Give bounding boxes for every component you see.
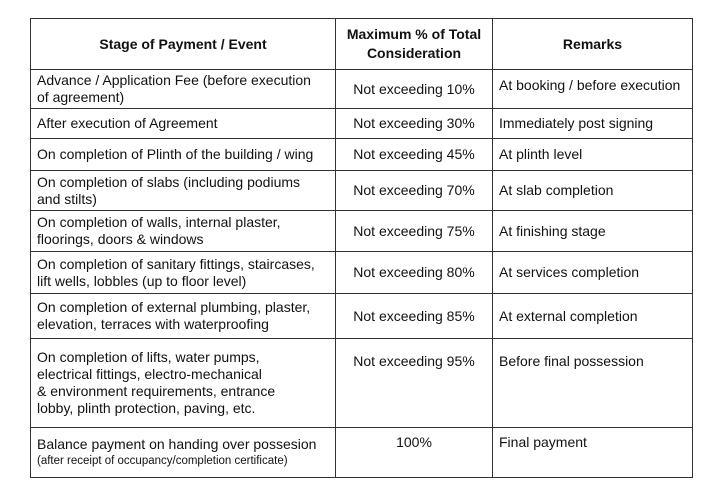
stage-text: On completion of external plumbing, plaster,	[37, 299, 311, 315]
stage-text: lobby, plinth protection, paving, etc.	[37, 400, 256, 416]
stage-text: On completion of sanitary fittings, staircases,	[37, 255, 315, 272]
table-row	[31, 70, 693, 109]
table-row	[31, 211, 693, 252]
table-row	[31, 339, 693, 428]
stage-cell	[31, 139, 336, 171]
stage-text: Balance payment on handing over possesion	[37, 436, 317, 452]
stage-cell	[31, 252, 336, 294]
stage-cell	[31, 428, 336, 478]
table-row	[31, 252, 693, 294]
table-header-row	[31, 19, 693, 70]
stage-cell	[31, 294, 336, 339]
remarks-text: At booking / before execution	[499, 76, 681, 93]
percent-cell: Not exceeding 30%	[336, 109, 493, 139]
stage-text: Advance / Application Fee (before execution	[37, 72, 311, 88]
header-percent-line2: Consideration	[366, 45, 462, 61]
remarks-cell: Immediately post signing	[493, 109, 693, 139]
percent-cell: Not exceeding 95%	[336, 339, 493, 428]
table-row	[31, 109, 693, 139]
remarks-cell: Before final possession	[493, 339, 693, 428]
remarks-cell: At slab completion	[493, 171, 693, 211]
table-row	[31, 428, 693, 478]
payment-schedule-table	[30, 18, 693, 478]
stage-text: After execution of Agreement	[37, 115, 218, 131]
percent-cell: Not exceeding 70%	[336, 171, 493, 211]
stage-note: (after receipt of occupancy/completion certificate)	[37, 455, 288, 467]
percent-cell: Not exceeding 85%	[336, 294, 493, 339]
table-row	[31, 294, 693, 339]
table-row	[31, 139, 693, 171]
remarks-cell: At finishing stage	[493, 211, 693, 252]
stage-cell	[31, 211, 336, 252]
percent-cell: Not exceeding 45%	[336, 139, 493, 171]
header-percent-line1: Maximum % of Total	[346, 26, 482, 42]
stage-text: On completion of Plinth of the building / wing	[37, 146, 314, 162]
header-percent	[336, 19, 493, 70]
stage-text: & environment requirements, entrance	[37, 383, 276, 399]
remarks-cell: Final payment	[493, 428, 693, 478]
stage-text: elevation, terraces with waterproofing	[37, 316, 269, 332]
percent-cell: 100%	[336, 428, 493, 478]
stage-text: On completion of slabs (including podiums	[37, 173, 301, 190]
stage-text: electrical fittings, electro-mechanical	[37, 366, 262, 382]
stage-cell	[31, 339, 336, 428]
stage-cell	[31, 70, 336, 109]
stage-text: On completion of walls, internal plaster,	[37, 214, 281, 230]
remarks-cell: At external completion	[493, 294, 693, 339]
remarks-cell	[493, 70, 693, 109]
remarks-cell: At services completion	[493, 252, 693, 294]
header-stage: Stage of Payment / Event	[31, 19, 336, 70]
remarks-cell: At plinth level	[493, 139, 693, 171]
stage-text: and stilts)	[37, 190, 97, 207]
stage-cell	[31, 171, 336, 211]
stage-text: of agreement)	[37, 89, 125, 105]
stage-text: floorings, doors & windows	[37, 231, 204, 247]
stage-text: On completion of lifts, water pumps,	[37, 349, 260, 365]
percent-cell: Not exceeding 75%	[336, 211, 493, 252]
percent-cell: Not exceeding 80%	[336, 252, 493, 294]
stage-text: lift wells, lobbles (up to floor level)	[37, 272, 247, 289]
percent-cell: Not exceeding 10%	[336, 70, 493, 109]
stage-cell	[31, 109, 336, 139]
header-remarks: Remarks	[493, 19, 693, 70]
table-row	[31, 171, 693, 211]
